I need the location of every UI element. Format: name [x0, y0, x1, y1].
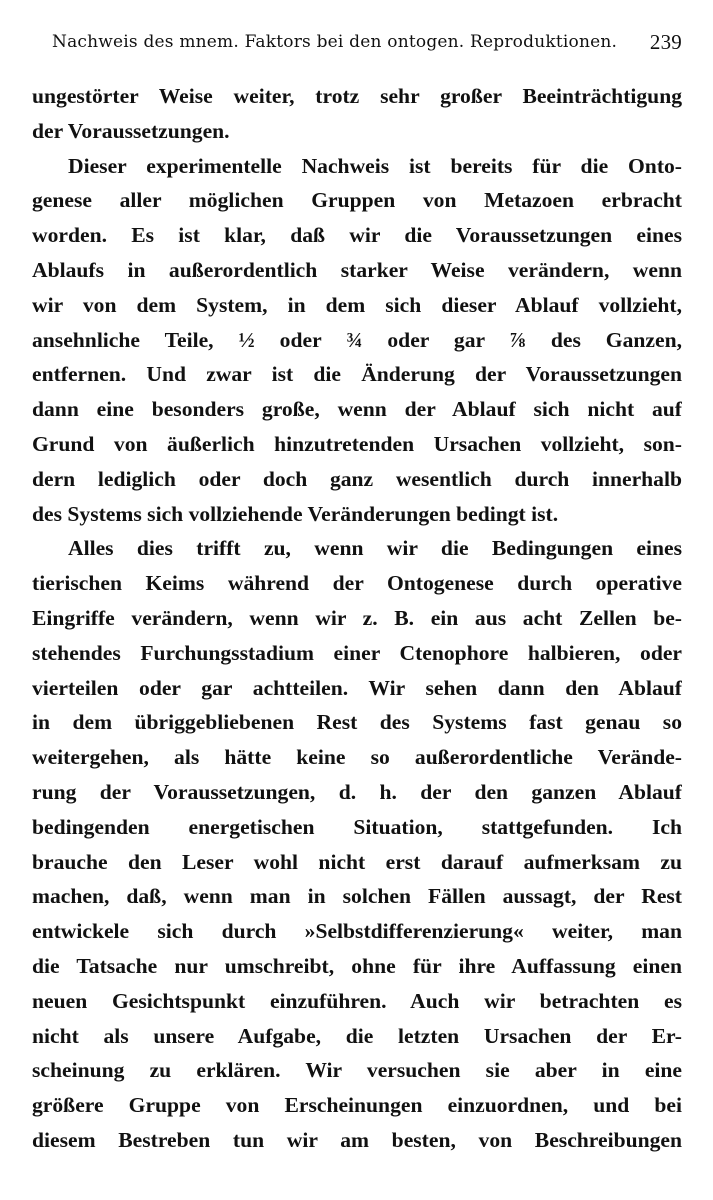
- page-number: 239: [649, 30, 682, 54]
- text-line: ungestörter Weise weiter, trotz sehr großer Beeinträchtigung: [32, 84, 682, 108]
- text-line: weitergehen, als hätte keine so außerordentliche Verände-: [32, 745, 682, 770]
- text-line: größere Gruppe von Erscheinungen einzuordnen, und bei: [32, 1093, 682, 1118]
- text-line: dern lediglich oder doch ganz wesentlich durch innerhalb: [32, 466, 682, 491]
- text-line: tierischen Keims während der Ontogenese durch operative: [32, 571, 682, 596]
- text-line: worden. Es ist klar, daß wir die Voraussetzungen eines: [32, 223, 682, 248]
- text-line: rung der Voraussetzungen, d. h. der den ganzen Ablauf: [32, 779, 682, 804]
- text-line: entwickele sich durch »Selbstdifferenzierung« weiter, man: [32, 919, 682, 944]
- text-line: machen, daß, wenn man in solchen Fällen aussagt, der Rest: [32, 884, 682, 909]
- text-line: diesem Bestreben tun wir am besten, von Beschreibungen: [32, 1127, 682, 1152]
- text-line: Dieser experimentelle Nachweis ist bereits für die Onto-: [68, 153, 682, 178]
- text-line: scheinung zu erklären. Wir versuchen sie aber in eine: [32, 1058, 682, 1083]
- text-line: neuen Gesichtspunkt einzuführen. Auch wir betrachten es: [32, 988, 682, 1013]
- text-line: Eingriffe verändern, wenn wir z. B. ein aus acht Zellen be-: [32, 605, 682, 630]
- text-line: stehendes Furchungsstadium einer Ctenophore halbieren, oder: [32, 640, 682, 665]
- text-line: in dem übriggebliebenen Rest des Systems fast genau so: [32, 710, 682, 735]
- text-line: genese aller möglichen Gruppen von Metazoen erbracht: [32, 188, 682, 213]
- text-line: nicht als unsere Aufgabe, die letzten Ursachen der Er-: [32, 1023, 682, 1048]
- text-line: des Systems sich vollziehende Veränderungen bedingt ist.: [32, 501, 559, 526]
- text-line: der Voraussetzungen.: [32, 118, 230, 143]
- text-line: Ablaufs in außerordentlich starker Weise verändern, wenn: [32, 257, 682, 282]
- body-text: [32, 79, 682, 1158]
- text-line: wir von dem System, in dem sich dieser Ablauf vollzieht,: [32, 292, 682, 317]
- text-line: vierteilen oder gar achtteilen. Wir sehen dann den Ablauf: [32, 675, 682, 700]
- running-title: Nachweis des mnem. Faktors bei den ontogen. Reproduktionen.: [52, 32, 618, 52]
- text-line: Alles dies trifft zu, wenn wir die Bedingungen eines: [68, 536, 682, 561]
- text-line: brauche den Leser wohl nicht erst darauf aufmerksam zu: [32, 849, 682, 874]
- text-line: entfernen. Und zwar ist die Änderung der Voraussetzungen: [32, 362, 682, 387]
- text-line: bedingenden energetischen Situation, stattgefunden. Ich: [32, 814, 682, 839]
- running-header: [52, 30, 682, 60]
- text-line: dann eine besonders große, wenn der Ablauf sich nicht auf: [32, 397, 682, 422]
- text-line: die Tatsache nur umschreibt, ohne für ihre Auffassung einen: [32, 953, 682, 978]
- text-line: Grund von äußerlich hinzutretenden Ursachen vollzieht, son-: [32, 431, 682, 456]
- text-line: ansehnliche Teile, ½ oder ¾ oder gar ⅞ des Ganzen,: [32, 327, 682, 352]
